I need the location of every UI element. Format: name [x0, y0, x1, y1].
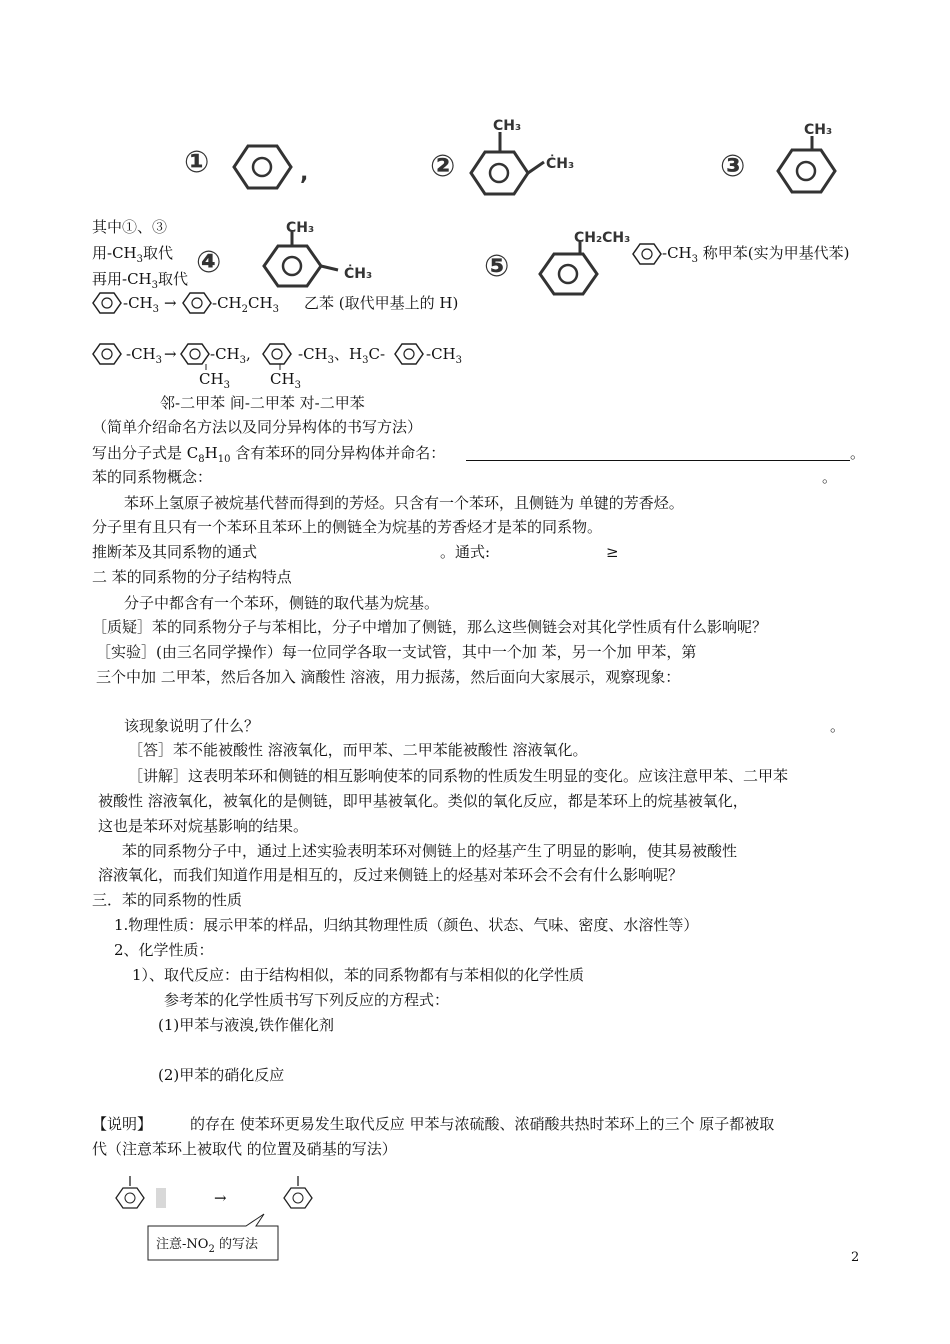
page-number: 2 [851, 1250, 860, 1265]
concept-period: 。 [822, 468, 838, 486]
note-line-2: 代（注意苯环上被取代 的位置及硝基的写法） [92, 1140, 397, 1158]
concept-rule: 分子里有且只有一个苯环且苯环上的侧链全为烷基的芳香烃才是苯的同系物。 [92, 518, 603, 536]
label-5: ⑤ [484, 249, 510, 284]
equation-1: (1)甲苯与液溴,铁作催化剂 [158, 1016, 335, 1034]
section-2-text: 分子中都含有一个苯环，侧链的取代基为烷基。 [124, 594, 440, 612]
lecture-line-1: ［讲解］这表明苯环和侧链的相互影响使苯的同系物的性质发生明显的变化。应该注意甲苯、二甲苯 [128, 767, 789, 785]
explain-question: 该现象说明了什么？ [124, 717, 260, 735]
ortho-substituent: $-CH_3$, [210, 345, 251, 366]
label-3: ③ [720, 149, 746, 184]
question-text: ［质疑］苯的同系物分子与苯相比，分子中增加了侧链，那么这些侧链会对其化学性质有什么影响呢？ [92, 618, 768, 636]
nitration-arrow: → [214, 1189, 227, 1207]
label-4: ④ [196, 245, 222, 280]
reaction-1-note: 乙苯 (取代甲基上的 H) [304, 294, 459, 312]
general-formula-label: 。通式: [440, 543, 491, 561]
general-formula-geq: ≥ [606, 543, 619, 561]
answer-text: ［答］苯不能被酸性 溶液氧化，而甲苯、二甲苯能被酸性 溶液氧化。 [128, 741, 588, 759]
general-formula: 推断苯及其同系物的通式 [92, 543, 258, 561]
xylene-names: 邻-二甲苯 间-二甲苯 对-二甲苯 [160, 394, 365, 412]
label-1: ① [184, 145, 210, 180]
methyl-2b: ĊH₃ [546, 156, 575, 172]
comma: , [300, 161, 309, 186]
equation-2: (2)甲苯的硝化反应 [158, 1066, 285, 1084]
lecture-line-2: 被酸性 溶液氧化，被氧化的是侧链，即甲基被氧化。类似的氧化反应，都是苯环上的烷基被氧化， [98, 792, 748, 810]
reaction-1-right: $-CH_2CH_3$ [212, 294, 279, 315]
methyl-4b: ĊH₃ [344, 266, 373, 282]
naming-note: （简单介绍命名方法以及同分异构体的书写方法） [92, 418, 423, 436]
methyl-3: CH₃ [804, 122, 833, 138]
substitution-reaction: 1）、取代反应：由于结构相似，苯的同系物都有与苯相似的化学性质 [132, 966, 585, 984]
line-toluene-name: $-CH_3$ 称甲苯(实为甲基代苯) [662, 244, 850, 265]
line-again: 再用$-CH_3$取代 [92, 270, 189, 291]
answer-blank[interactable] [466, 460, 850, 461]
section-2-heading: 二 苯的同系物的分子结构特点 [92, 568, 292, 586]
line-intro: 其中①、③ [92, 218, 168, 236]
concept-label: 苯的同系物概念： [92, 468, 213, 486]
influence-line-2: 溶液氧化，而我们知道作用是相互的，反过来侧链上的烃基对苯环会不会有什么影响呢？ [98, 866, 684, 884]
line-methyl-sub: 用$-CH_3$取代 [92, 244, 174, 265]
note-label: 【说明】 [92, 1115, 153, 1133]
reaction-1-left: $-CH_3$ [123, 294, 160, 315]
reaction-1-arrow: → [164, 294, 177, 312]
concept-definition: 苯环上氢原子被烷基代替而得到的芳烃。只含有一个苯环，且侧链为 单键的芳香烃。 [124, 494, 684, 512]
note-line-1: 的存在 使苯环更易发生取代反应 甲苯与浓硫酸、浓硝酸共热时苯环上的三个 原子都被取 [190, 1115, 775, 1133]
label-2: ② [430, 149, 456, 184]
equation-prompt: 参考苯的化学性质书写下列反应的方程式： [164, 991, 450, 1009]
ortho-ch3: $CH_3$ [199, 370, 230, 391]
experiment-line-2: 三个中加 二甲苯，然后各加入 滴酸性 溶液，用力振荡，然后面向大家展示，观察现象： [96, 668, 681, 686]
substituent-bonds [0, 0, 950, 400]
influence-line-1: 苯的同系物分子中，通过上述实验表明苯环对侧链上的烃基产生了明显的影响，使其易被酸性 [122, 842, 738, 860]
callout-text: 注意$-NO_2$ 的写法 [156, 1237, 258, 1255]
ethyl-5: CH₂CH₃ [574, 230, 631, 246]
isomer-period: 。 [850, 444, 866, 462]
methyl-4a: CH₃ [286, 220, 315, 236]
meta-ch3: $CH_3$ [270, 370, 301, 391]
section-3-heading: 三．苯的同系物的性质 [92, 891, 243, 909]
reaction-2-left: $-CH_3$ [126, 345, 163, 366]
chemical-properties: 2、化学性质： [114, 941, 214, 959]
physical-properties: 1.物理性质：展示甲苯的样品，归纳其物理性质（颜色、状态、气味、密度、水溶性等） [114, 916, 699, 934]
methyl-2a: CH₃ [493, 118, 522, 134]
isomer-prompt: 写出分子式是 $C_8H_{10}$ 含有苯环的同分异构体并命名： [92, 444, 446, 465]
explain-period: 。 [830, 717, 846, 735]
para-substituent: $-CH_3$ [426, 345, 463, 366]
experiment-line-1: ［实验］(由三名同学操作）每一位同学各取一支试管，其中一个加 苯，另一个加 甲苯，第 [96, 643, 697, 661]
meta-substituent: $-CH_3$、$H_3C-$ [298, 345, 386, 366]
reaction-2-arrow: → [164, 345, 177, 363]
lecture-line-3: 这也是苯环对烷基影响的结果。 [98, 817, 309, 835]
